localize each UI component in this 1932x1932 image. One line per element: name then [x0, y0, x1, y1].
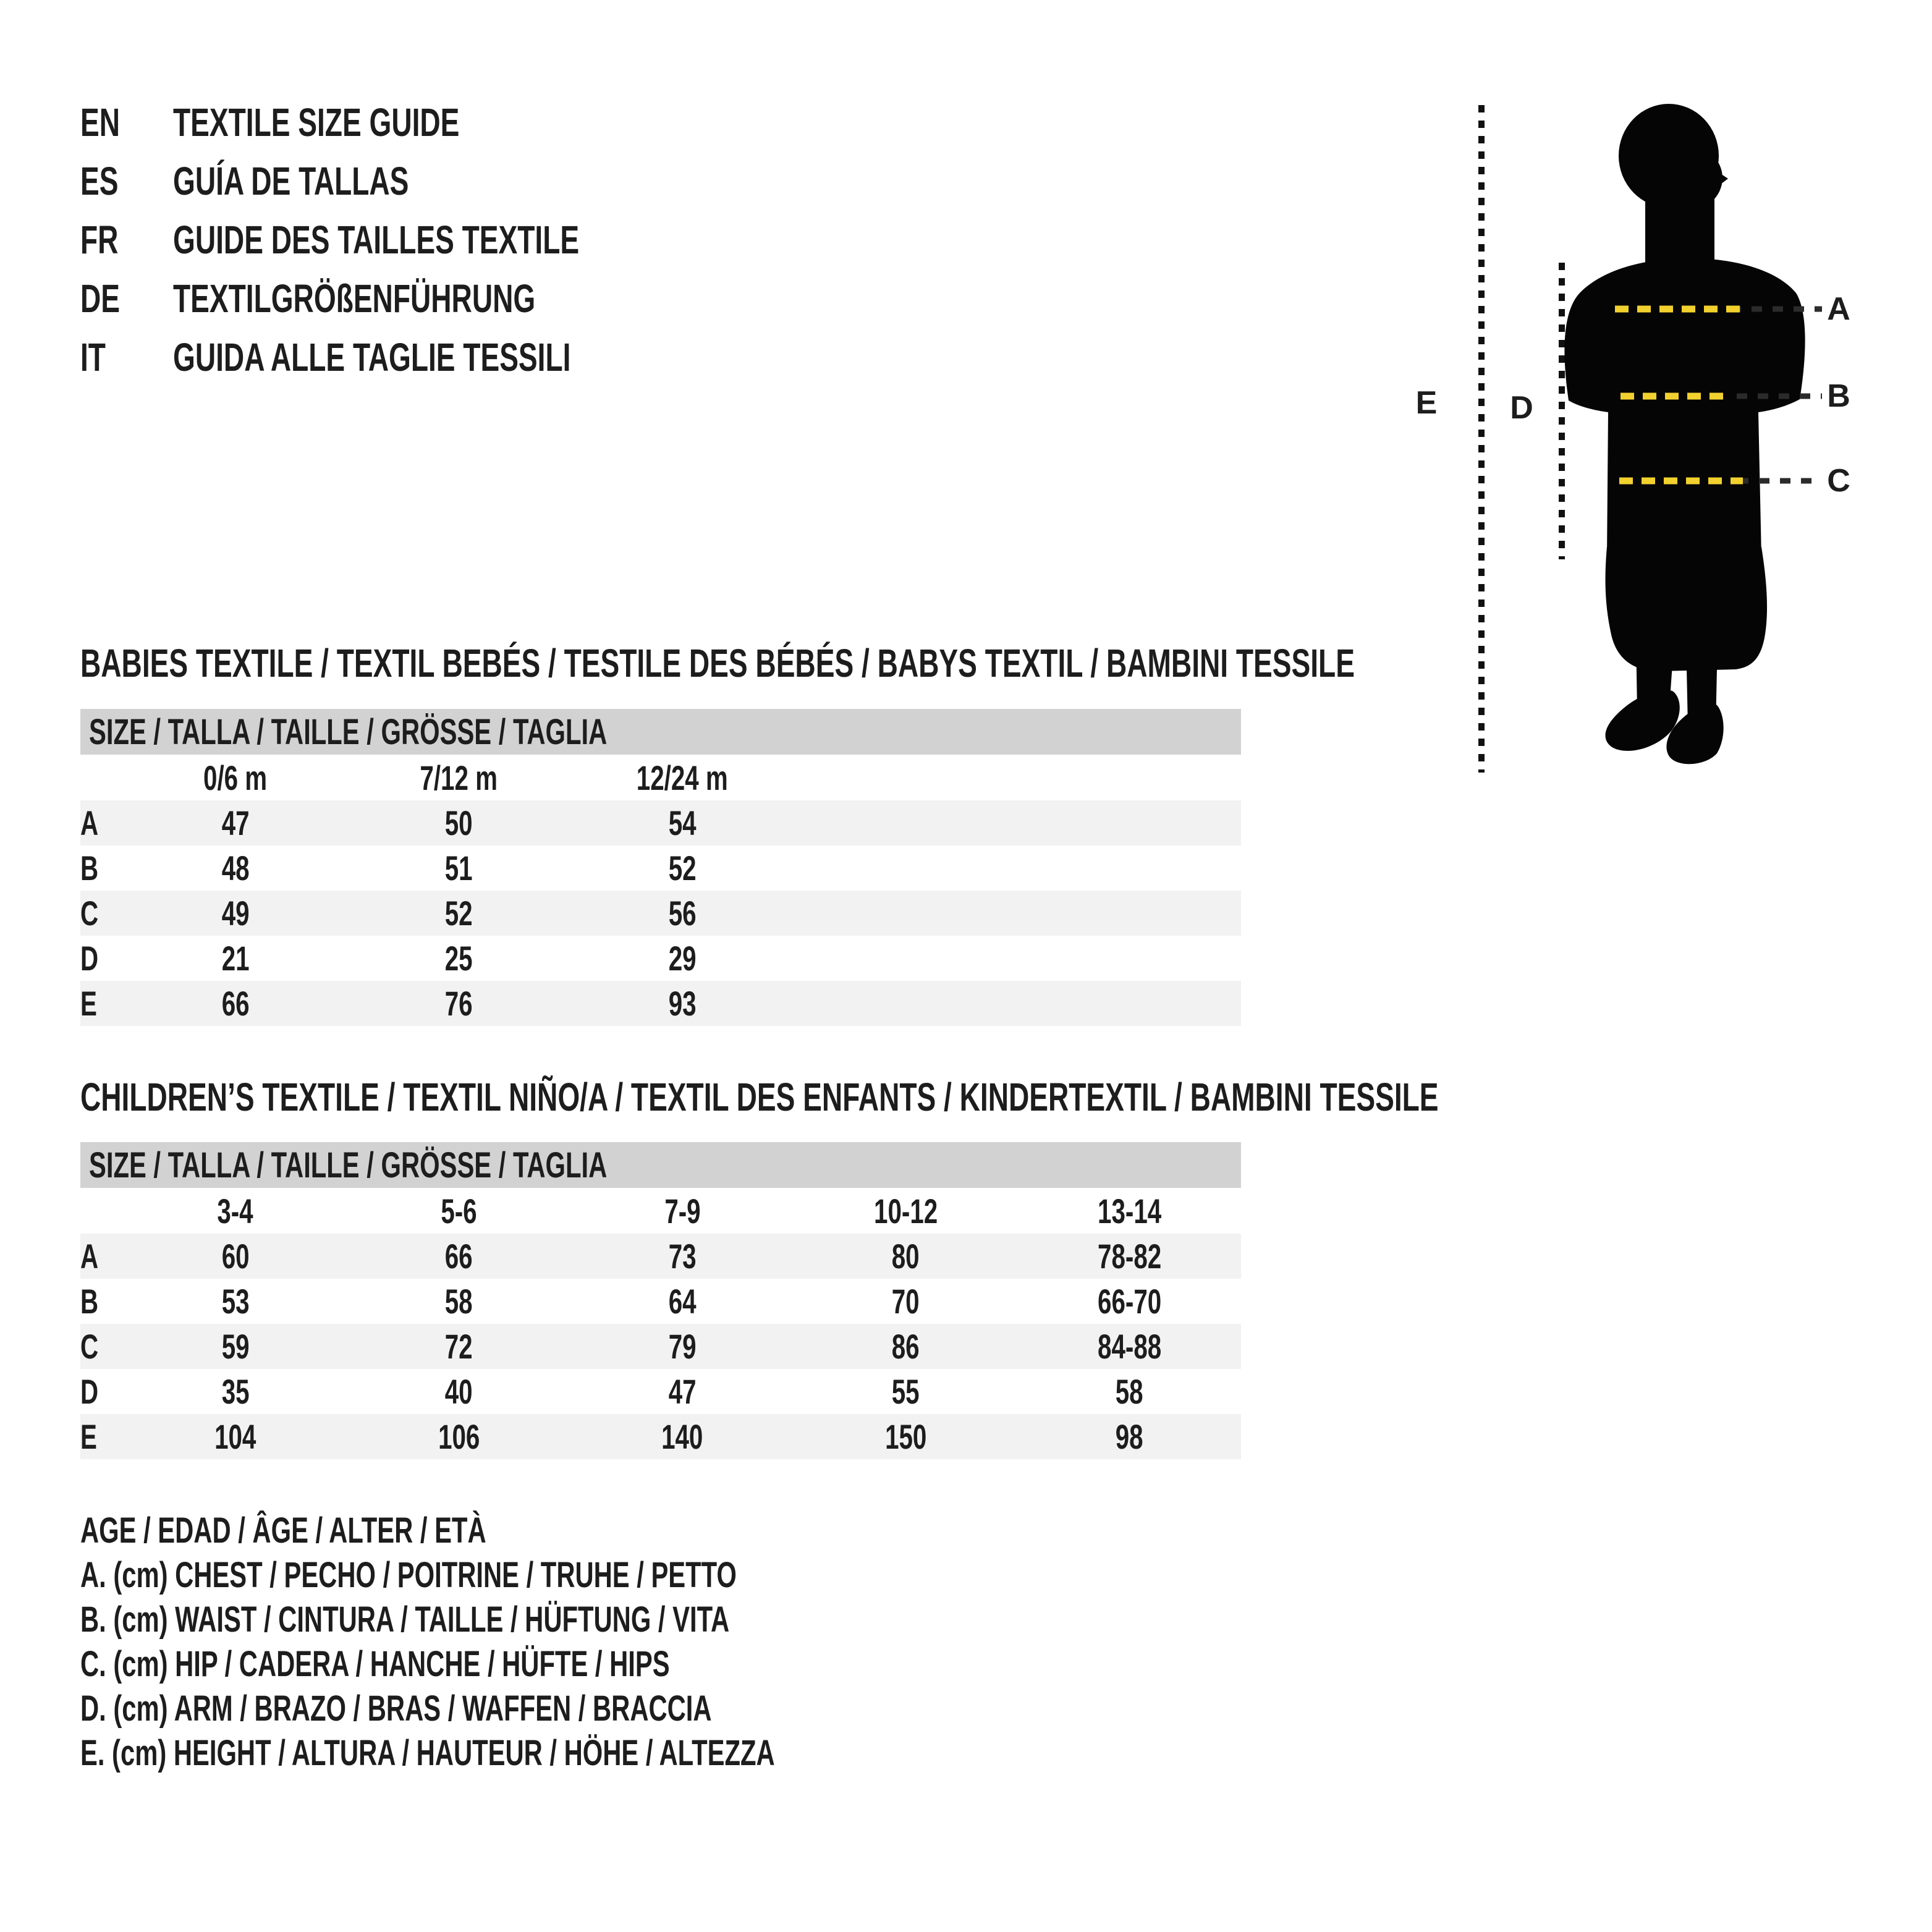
table-cell: 54 [668, 803, 697, 842]
children-section-title: CHILDREN’S TEXTILE / TEXTIL NIÑO/A / TEXTIL DES ENFANTS / KINDERTEXTIL / BAMBINI TESSILE [80, 1075, 1439, 1119]
language-guide [80, 93, 737, 386]
table-cell: 47 [221, 803, 250, 842]
lang-row-de [80, 269, 737, 328]
table-cell: 53 [221, 1282, 250, 1321]
children-col-4: 13-14 [1097, 1191, 1161, 1231]
table-cell: 76 [444, 984, 473, 1023]
children-row-a [80, 1234, 1241, 1279]
table-cell: 50 [444, 803, 473, 842]
lang-title-fr: GUIDE DES TAILLES TEXTILE [173, 217, 580, 262]
lang-title-de: TEXTILGRÖßENFÜHRUNG [173, 276, 536, 321]
figure-label-e: E [1415, 385, 1438, 421]
table-cell: 84-88 [1097, 1327, 1161, 1366]
silhouette-torso [1564, 258, 1805, 563]
lang-code-es: ES [80, 158, 119, 203]
table-cell: 72 [444, 1327, 473, 1366]
figure-label-c: C [1827, 463, 1850, 499]
children-col-0: 3-4 [217, 1191, 253, 1231]
silhouette-jaw [1641, 143, 1722, 213]
row-label: D [80, 939, 99, 978]
table-cell: 66-70 [1097, 1282, 1161, 1321]
table-cell: 47 [668, 1372, 697, 1411]
children-row-c [80, 1324, 1241, 1369]
legend-hip: C. (cm) HIP / CADERA / HANCHE / HÜFTE / HIPS [80, 1643, 670, 1684]
babies-col-0: 0/6 m [203, 758, 268, 797]
children-col-1: 5-6 [441, 1191, 477, 1231]
children-row-b [80, 1279, 1241, 1324]
lang-row-it [80, 328, 737, 386]
table-cell: 93 [668, 984, 697, 1023]
table-cell: 55 [892, 1372, 920, 1411]
table-cell: 49 [221, 894, 250, 933]
babies-row-b [80, 845, 1241, 891]
row-label: A [80, 1237, 99, 1276]
lang-row-en [80, 93, 737, 151]
row-label: C [80, 1327, 99, 1366]
legend-age: AGE / EDAD / ÂGE / ALTER / ETÀ [80, 1510, 486, 1551]
table-cell: 79 [668, 1327, 697, 1366]
table-cell: 104 [214, 1417, 256, 1456]
babies-section-title: BABIES TEXTILE / TEXTIL BEBÉS / TESTILE DES BÉBÉS / BABYS TEXTIL / BAMBINI TESSILE [80, 641, 1355, 685]
table-cell: 150 [884, 1417, 927, 1456]
measurement-figure-svg [1360, 49, 1932, 816]
figure-label-d: D [1510, 390, 1533, 426]
silhouette-neck [1645, 189, 1714, 269]
lang-row-fr [80, 210, 737, 269]
children-col-2: 7-9 [664, 1191, 701, 1231]
silhouette-left-shoe [1605, 690, 1679, 750]
table-cell: 59 [221, 1327, 250, 1366]
table-cell: 35 [221, 1372, 250, 1411]
table-cell: 29 [668, 939, 697, 978]
table-cell: 98 [1115, 1417, 1143, 1456]
children-size-table [80, 1142, 1241, 1459]
table-cell: 48 [221, 849, 250, 888]
table-cell: 25 [444, 939, 473, 978]
row-label: B [80, 1282, 99, 1321]
lang-code-it: IT [80, 334, 106, 379]
legend-waist: B. (cm) WAIST / CINTURA / TAILLE / HÜFTUNG / VITA [80, 1599, 730, 1640]
lang-row-es [80, 151, 737, 210]
table-cell: 70 [892, 1282, 920, 1321]
lang-code-de: DE [80, 276, 121, 321]
row-label: B [80, 849, 99, 888]
silhouette-nose [1701, 161, 1728, 198]
table-cell: 21 [221, 939, 250, 978]
legend-height: E. (cm) HEIGHT / ALTURA / HAUTEUR / HÖHE / ALTEZZA [80, 1732, 775, 1773]
lang-code-fr: FR [80, 217, 119, 262]
row-label: C [80, 894, 99, 933]
figure-label-b: B [1827, 378, 1850, 414]
table-cell: 73 [668, 1237, 697, 1276]
row-label: E [80, 984, 97, 1023]
legend-chest: A. (cm) CHEST / PECHO / POITRINE / TRUHE / PETTO [80, 1554, 737, 1595]
lang-code-en: EN [80, 100, 121, 145]
measurement-legend [80, 1508, 1045, 1775]
row-label: E [80, 1417, 97, 1456]
table-cell: 58 [444, 1282, 473, 1321]
children-col-3: 10-12 [874, 1191, 938, 1231]
lang-title-en: TEXTILE SIZE GUIDE [173, 100, 460, 145]
babies-size-table [80, 709, 1241, 1026]
babies-col-2: 12/24 m [637, 758, 728, 797]
babies-row-d [80, 936, 1241, 981]
children-row-e [80, 1414, 1241, 1459]
silhouette-head [1619, 104, 1719, 208]
table-cell: 66 [221, 984, 250, 1023]
table-cell: 80 [892, 1237, 920, 1276]
children-row-d [80, 1369, 1241, 1414]
table-cell: 52 [444, 894, 473, 933]
table-cell: 64 [668, 1282, 697, 1321]
figure-label-a: A [1827, 291, 1850, 327]
measurement-figure [1360, 49, 1932, 816]
babies-col-1: 7/12 m [420, 758, 498, 797]
legend-arm: D. (cm) ARM / BRAZO / BRAS / WAFFEN / BRACCIA [80, 1688, 712, 1729]
table-cell: 78-82 [1097, 1237, 1161, 1276]
children-column-header-row [80, 1188, 1241, 1234]
lang-title-it: GUIDA ALLE TAGLIE TESSILI [173, 334, 571, 379]
silhouette-right-shoe [1666, 703, 1723, 765]
table-cell: 60 [221, 1237, 250, 1276]
babies-row-e [80, 981, 1241, 1026]
babies-row-c [80, 891, 1241, 936]
table-cell: 106 [438, 1417, 480, 1456]
babies-column-header-row [80, 755, 1241, 800]
table-cell: 51 [444, 849, 473, 888]
table-cell: 52 [668, 849, 697, 888]
table-cell: 86 [892, 1327, 920, 1366]
row-label: D [80, 1372, 99, 1411]
lang-title-es: GUÍA DE TALLAS [173, 158, 409, 203]
babies-size-header-bar: SIZE / TALLA / TAILLE / GRÖSSE / TAGLIA [80, 709, 1241, 755]
table-cell: 140 [661, 1417, 703, 1456]
table-cell: 58 [1115, 1372, 1143, 1411]
row-label: A [80, 803, 99, 842]
babies-row-a [80, 800, 1241, 845]
table-cell: 56 [668, 894, 697, 933]
table-cell: 40 [444, 1372, 473, 1411]
table-cell: 66 [444, 1237, 473, 1276]
children-size-header-bar: SIZE / TALLA / TAILLE / GRÖSSE / TAGLIA [80, 1142, 1241, 1188]
